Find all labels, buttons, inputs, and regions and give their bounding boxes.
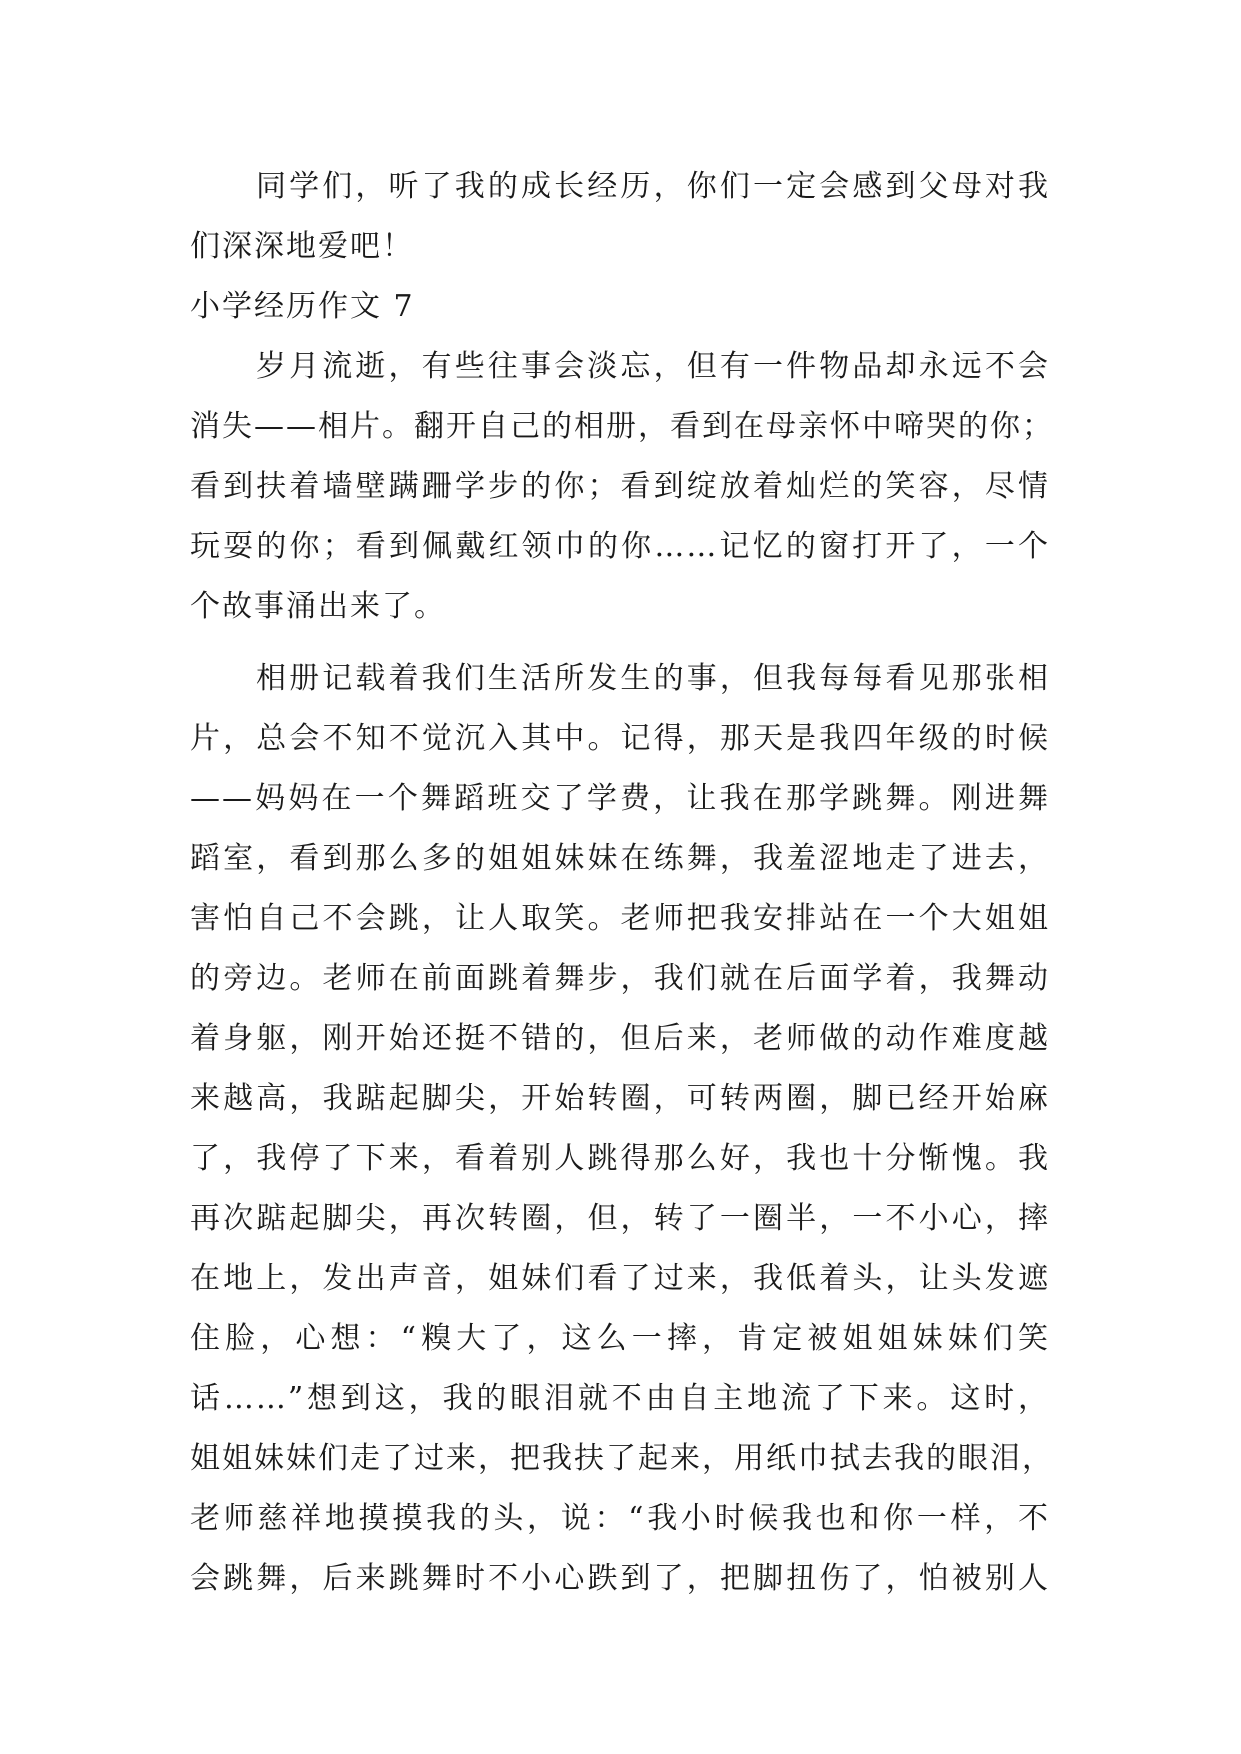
paragraph-spacer: [190, 637, 1050, 649]
text-line: 再次踮起脚尖，再次转圈，但，转了一圈半，一不小心，摔: [190, 1201, 1050, 1236]
paragraph-1: [190, 337, 1054, 637]
text-line: 蹈室，看到那么多的姐姐妹妹在练舞，我羞涩地走了进去，: [190, 841, 1050, 876]
text-line: ——妈妈在一个舞蹈班交了学费，让我在那学跳舞。刚进舞: [190, 781, 1050, 816]
text-line: 消失——相片。翻开自己的相册，看到在母亲怀中啼哭的你；: [190, 409, 1054, 444]
text-line: 看到扶着墙壁蹒跚学步的你；看到绽放着灿烂的笑容，尽情: [190, 469, 1050, 504]
text-line: 姐姐妹妹们走了过来，把我扶了起来，用纸巾拭去我的眼泪，: [190, 1441, 1054, 1476]
paragraph-2: [190, 649, 1054, 1609]
document-body: [190, 157, 1054, 1609]
text-line: 住脸，心想：“糗大了，这么一摔，肯定被姐姐妹妹们笑: [190, 1321, 1050, 1356]
text-line: 着身躯，刚开始还挺不错的，但后来，老师做的动作难度越: [190, 1021, 1050, 1056]
paragraph-intro: [190, 157, 1050, 277]
text-line: 们深深地爱吧！: [190, 229, 414, 264]
text-line: 片，总会不知不觉沉入其中。记得，那天是我四年级的时候: [190, 721, 1050, 756]
text-line: 会跳舞，后来跳舞时不小心跌到了，把脚扭伤了，怕被别人: [190, 1561, 1050, 1596]
text-line: 害怕自己不会跳，让人取笑。老师把我安排站在一个大姐姐: [190, 901, 1050, 936]
text-line: 相册记载着我们生活所发生的事，但我每每看见那张相: [256, 661, 1050, 696]
text-line: 岁月流逝，有些往事会淡忘，但有一件物品却永远不会: [256, 349, 1050, 384]
text-line: 在地上，发出声音，姐妹们看了过来，我低着头，让头发遮: [190, 1261, 1050, 1296]
text-line: 老师慈祥地摸摸我的头，说：“我小时候我也和你一样，不: [190, 1501, 1050, 1536]
text-line: 个故事涌出来了。: [190, 589, 446, 624]
text-line: 来越高，我踮起脚尖，开始转圈，可转两圈，脚已经开始麻: [190, 1081, 1050, 1116]
text-line: 的旁边。老师在前面跳着舞步，我们就在后面学着，我舞动: [190, 961, 1050, 996]
section-heading: 小学经历作文 7: [190, 289, 415, 324]
text-line: 玩耍的你；看到佩戴红领巾的你……记忆的窗打开了，一个: [190, 529, 1050, 564]
text-line: 话……”想到这，我的眼泪就不由自主地流了下来。这时，: [190, 1381, 1050, 1416]
text-line: 了，我停了下来，看着别人跳得那么好，我也十分惭愧。我: [190, 1141, 1050, 1176]
text-line: 同学们，听了我的成长经历，你们一定会感到父母对我: [256, 169, 1050, 204]
